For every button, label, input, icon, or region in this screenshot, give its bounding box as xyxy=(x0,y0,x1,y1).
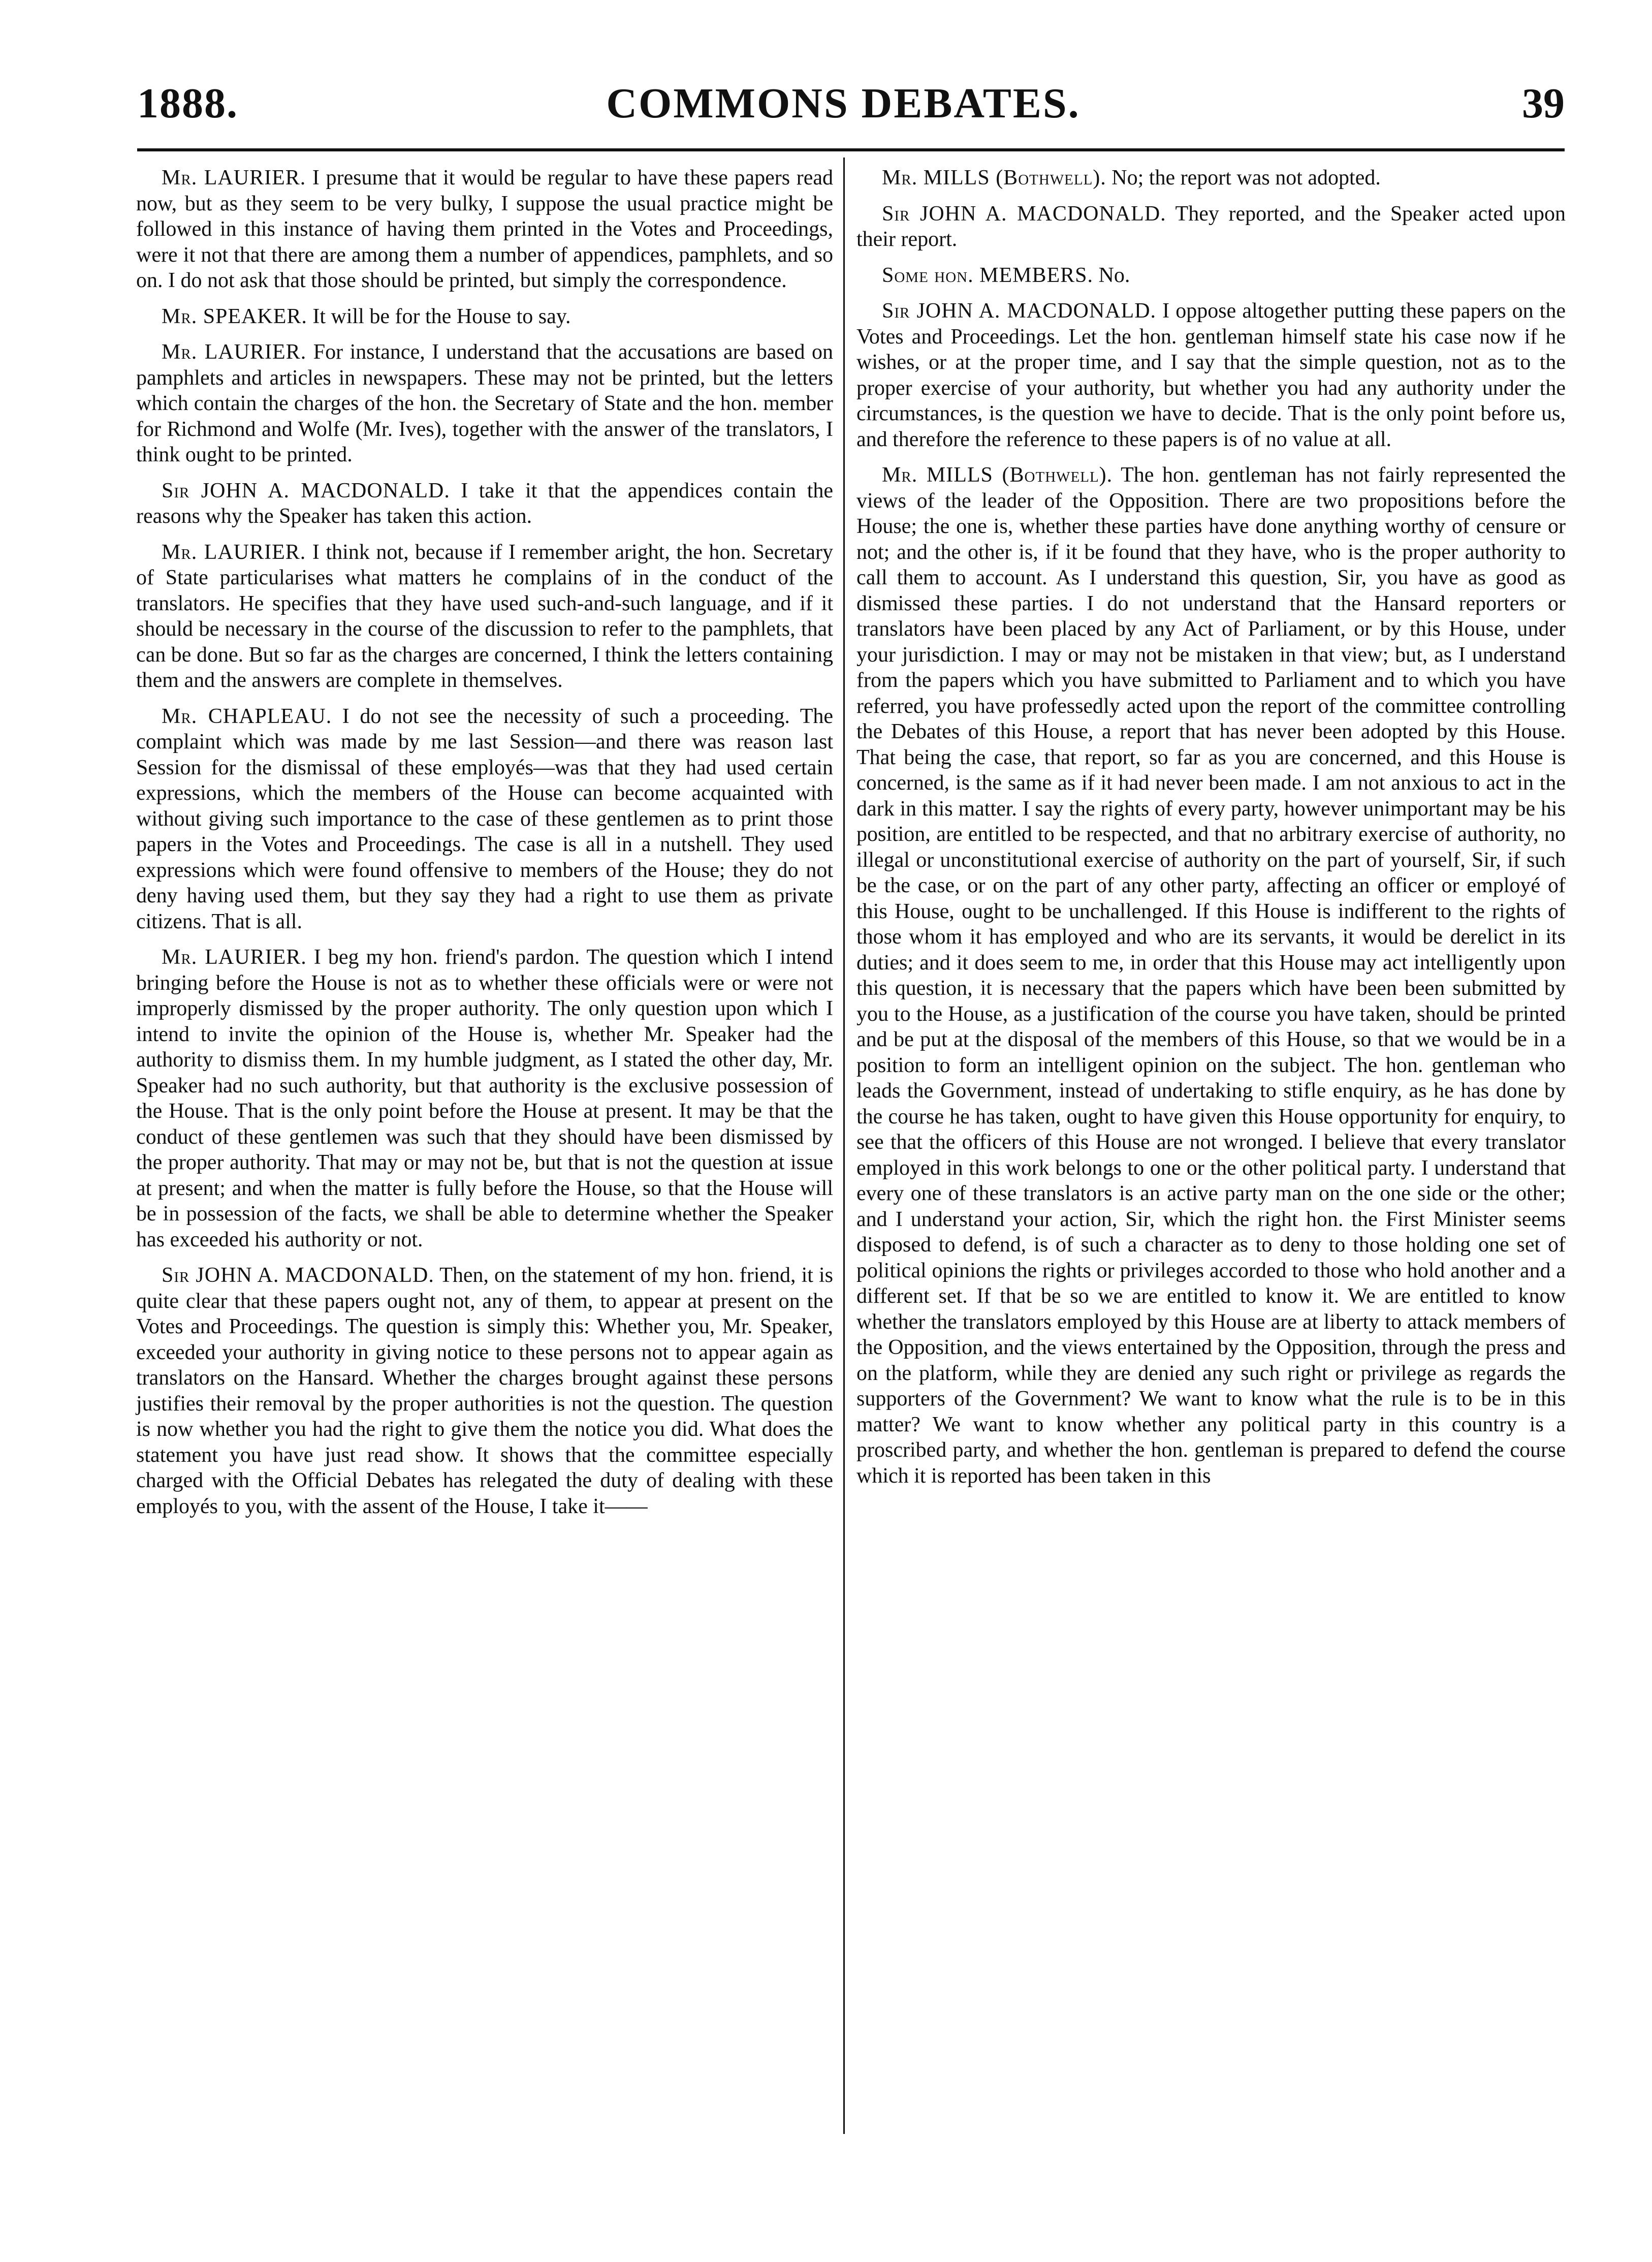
speech-paragraph xyxy=(856,298,1566,452)
right-column xyxy=(856,165,1566,1499)
speaker-name: Sir JOHN A. MACDONALD. xyxy=(162,1264,434,1287)
speech-paragraph xyxy=(136,1263,833,1519)
speech-text: I take it that the appendices contain the reasons why the Speaker has taken this action. xyxy=(136,479,834,528)
speech-paragraph xyxy=(856,201,1566,253)
speech-text: No; the report was not adopted. xyxy=(1111,166,1381,190)
header-page-number: 39 xyxy=(1522,80,1565,127)
speaker-name: Mr. LAURIER. xyxy=(162,166,306,190)
speaker-name: Mr. CHAPLEAU. xyxy=(162,704,332,728)
speaker-name: Mr. LAURIER. xyxy=(162,540,306,564)
speech-paragraph xyxy=(136,945,833,1252)
speech-text: I think not, because if I remember aright, the hon. Secretary of State particularises what matters he complains of in the conduct of the translators. He specifies that they have used such-and-such language, and if it should be necessary in the course of the discussion to refer to the pamphlets, that can be done. But so far as the charges are concerned, I think the letters containing them and the answers are complete in themselves. xyxy=(136,540,834,692)
left-column xyxy=(136,165,833,1529)
speaker-name: Sir JOHN A. MACDONALD. xyxy=(882,202,1166,226)
speech-paragraph xyxy=(136,339,833,468)
header-title: COMMONS DEBATES. xyxy=(606,80,1081,127)
speech-paragraph xyxy=(136,478,833,529)
speech-text: I oppose altogether putting these papers on the Votes and Proceedings. Let the hon. gentleman himself state his case now if he wishes, or at the proper time, and I say that the simple question, not as to the proper exercise of your authority, but whether you had any authority under the circumstances, is the question we have to decide. That is the only point before us, and therefore the reference to these papers is of no value at all. xyxy=(856,299,1566,451)
speaker-name: Some hon. MEMBERS. xyxy=(882,263,1094,287)
speech-text: The hon. gentleman has not fairly represented the views of the leader of the Opposition. There are two propositions before the House; the one is, whether these parties have done anything worthy of censure or not; and the other is, if it be found that they have, who is the proper authority to call them to account. As I understand this question, Sir, you have as good as dismissed these parties. I do not understand that the Hansard reporters or translators have been placed by any Act of Parliament, or by this House, under your jurisdiction. I may or may not be mistaken in that view; but, as I understand from the papers which you have submitted to Parliament and to which you have referred, you have professedly acted upon the report of the committee controlling the Debates of this House, a report that has never been adopted by this House. That being the case, that report, so far as you are concerned, and this House is concerned, is the same as if it had never been made. I am not anxious to act in the dark in this matter. I say the rights of every party, however unimportant may be his position, are entitled to be respected, and that no arbitrary exercise of authority, no illegal or unconstitutional exercise of authority on the part of yourself, Sir, if such be the case, or on the part of any other party, affecting an officer or employé of this House, ought to be unchallenged. If this House is indifferent to the rights of those whom it has employed and who are its servants, it would be derelict in its duties; and it does seem to me, in order that this House may act intelligently upon this question, it is necessary that the papers which have been been submitted by you to the House, as a justification of the course you have taken, should be printed and be put at the disposal of the members of this House, so that we would be in a position to form an intelligent opinion on the subject. The hon. gentleman who leads the Government, instead of undertaking to stifle enquiry, as he has done by the course he has taken, ought to have given this House opportunity for enquiry, to see that the officers of this House are not wronged. I believe that every translator employed in this work belongs to one or the other political party. I understand that every one of these translators is an active party man on the one side or the other; and I understand your action, Sir, which the right hon. the First Minister seems disposed to defend, is of such a character as to deny to those holding one set of political opinions the rights or privileges accorded to those who hold another and a different set. If that be so we are entitled to know it. We are entitled to know whether the translators employed by this House are at liberty to attack members of the Opposition, and the views entertained by the Opposition, through the press and on the platform, while they are denied any such right or privilege as regards the supporters of the Government? We want to know what the rule is to be in this matter? We want to know whether any political party in this country is a proscribed party, and whether the hon. gentleman is prepared to defend the course which it is reported has been taken in this xyxy=(856,463,1566,1488)
speaker-name: Mr. MILLS (Bothwell). xyxy=(882,463,1113,487)
speech-text: I do not see the necessity of such a proceeding. The complaint which was made by me last Session—and there was reason last Session for the dismissal of these employés—was that they had used certain expressions, which the members of the House can become acquainted with without giving such importance to the case of these gentlemen as to print those papers in the Votes and Proceedings. The case is all in a nutshell. They used expressions which were found offensive to members of the House; they do not deny having used them, but they say they had a right to use them as private citizens. That is all. xyxy=(136,704,834,933)
speaker-name: Sir JOHN A. MACDONALD. xyxy=(162,479,450,502)
speech-paragraph xyxy=(136,165,833,294)
header-year: 1888. xyxy=(137,80,238,127)
speech-paragraph xyxy=(856,263,1566,289)
speech-text: I beg my hon. friend's pardon. The question which I intend bringing before the House is not as to whether these officials were or were not improperly dismissed by the proper authority. The only question upon which I intend to invite the opinion of the House is, whether Mr. Speaker had the authority to dismiss them. In my humble judgment, as I stated the other day, Mr. Speaker had no such authority, but that authority is the exclusive possession of the House. That is the only point before the House at present. It may be that the conduct of these gentlemen was such that they should have been dismissed by the proper authority. That may or may not be, but that is not the question at issue at present; and when the matter is fully before the House, so that the House will be in possession of the facts, we shall be able to determine whether the Speaker has exceeded his authority or not. xyxy=(136,946,833,1251)
column-divider xyxy=(843,158,845,2134)
speaker-name: Mr. LAURIER. xyxy=(162,340,307,364)
speech-text: Then, on the statement of my hon. friend, it is quite clear that these papers ought not, any of them, to appear at present on the Votes and Proceedings. The question is simply this: Whether you, Mr. Speaker, exceeded your authority in giving notice to these persons not to appear again as translators on the Hansard. Whether the charges brought against these persons justifies their removal by the proper authorities is not the question. The question is now whether you had the right to give them the notice you did. What does the statement you have just read show. It shows that the committee especially charged with the Official Debates has relegated the duty of dealing with these employés to you, with the assent of the House, I take it—— xyxy=(136,1264,833,1518)
speaker-name: Mr. SPEAKER. xyxy=(162,304,307,328)
speech-paragraph xyxy=(136,704,833,935)
speech-paragraph xyxy=(136,304,833,330)
speaker-name: Mr. MILLS (Bothwell). xyxy=(882,166,1106,190)
page-header xyxy=(122,69,1565,145)
speech-text: It will be for the House to say. xyxy=(312,304,571,328)
speech-text: They reported, and the Speaker acted upon their report. xyxy=(856,202,1566,251)
speaker-name: Mr. LAURIER. xyxy=(162,946,307,969)
speech-text: For instance, I understand that the accusations are based on pamphlets and articles in newspapers. These may not be printed, but the letters which contain the charges of the hon. the Secretary of State and the hon. member for Richmond and Wolfe (Mr. Ives), together with the answer of the translators, I think ought to be printed. xyxy=(136,340,833,466)
header-rule xyxy=(137,148,1565,151)
speech-paragraph xyxy=(856,462,1566,1489)
speaker-name: Sir JOHN A. MACDONALD. xyxy=(882,299,1157,323)
speech-paragraph xyxy=(136,540,833,694)
speech-text: No. xyxy=(1098,263,1130,287)
speech-text: I presume that it would be regular to have these papers read now, but as they seem to be very bulky, I suppose the usual practice might be followed in this instance of having them printed in the Votes and Proceedings, were it not that there are among them a number of appendices, pamphlets, and so on. I do not ask that those should be printed, but simply the correspondence. xyxy=(136,166,833,292)
speech-paragraph xyxy=(856,165,1566,191)
